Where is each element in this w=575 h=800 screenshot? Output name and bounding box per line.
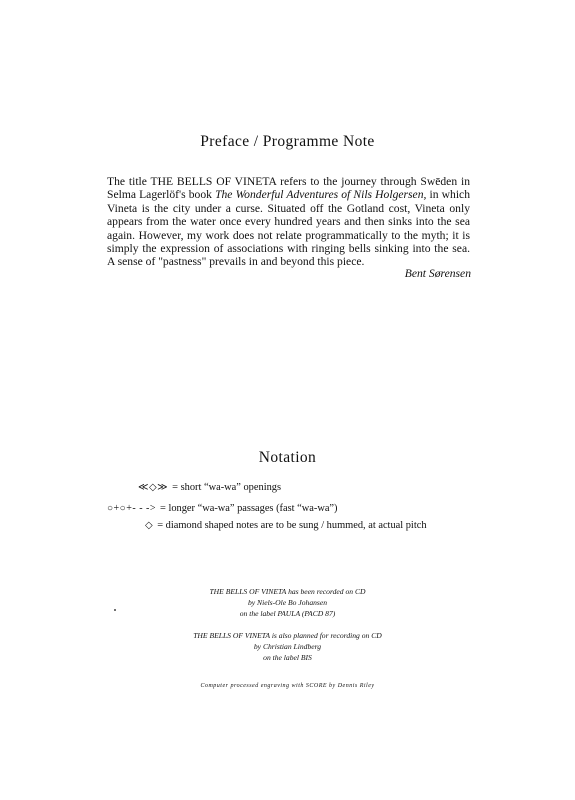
credit-line: by Niels-Ole Bo Johansen — [247, 598, 328, 608]
stray-mark — [114, 609, 116, 611]
preface-text-part2: in which Vineta is the city under a curse. Situated off the Gotland cost, Vineta only appears from the water once every hundred years and then sinks into the sea again. However, my work does not relate programmatically to the myth; it is simply the expression of associations with ringing bells sinking into the sea. A sense of "pastness" prevails in and beyond this piece. — [107, 188, 470, 269]
notation-text: = short “wa-wa” openings — [172, 482, 282, 493]
credit-line: by Christian Lindberg — [253, 642, 322, 652]
engraving-credit: Computer processed engraving with SCORE by Dennis Riley — [200, 683, 375, 689]
notation-title: Notation — [258, 449, 317, 466]
wa-wa-opening-symbol: ≪◇≫ — [138, 482, 169, 493]
preface-title: Preface / Programme Note — [200, 133, 375, 150]
recording-credit-paula — [0, 586, 575, 620]
notation-text: = diamond shaped notes are to be sung / hummed, at actual pitch — [157, 520, 427, 531]
recording-credit-bis — [0, 630, 575, 664]
book-title: The Wonderful Adventures of Nils Holgersen, — [215, 188, 427, 202]
preface-paragraph — [107, 175, 470, 269]
credit-line: THE BELLS OF VINETA has been recorded on CD — [209, 587, 366, 596]
wa-wa-passage-symbol: ○+○+- - -> — [107, 503, 156, 514]
notation-text: = longer “wa-wa” passages (fast “wa-wa”) — [160, 503, 338, 514]
credit-line: on the label PAULA (PACD 87) — [239, 609, 336, 619]
diamond-note-icon: ◇ — [145, 520, 154, 531]
notation-item-wa-wa-passages — [107, 503, 338, 514]
preface-text-part1: The title THE BELLS OF VINETA refers to the journey through Swēden in Selma Lagerlöf's book — [107, 175, 470, 202]
notation-item-wa-wa-openings — [138, 482, 281, 493]
notation-item-diamond-notes — [145, 520, 427, 531]
credit-line: THE BELLS OF VINETA is also planned for recording on CD — [193, 631, 382, 640]
credit-line: on the label BIS — [263, 653, 312, 663]
author-signature: Bent Sørensen — [404, 267, 471, 280]
